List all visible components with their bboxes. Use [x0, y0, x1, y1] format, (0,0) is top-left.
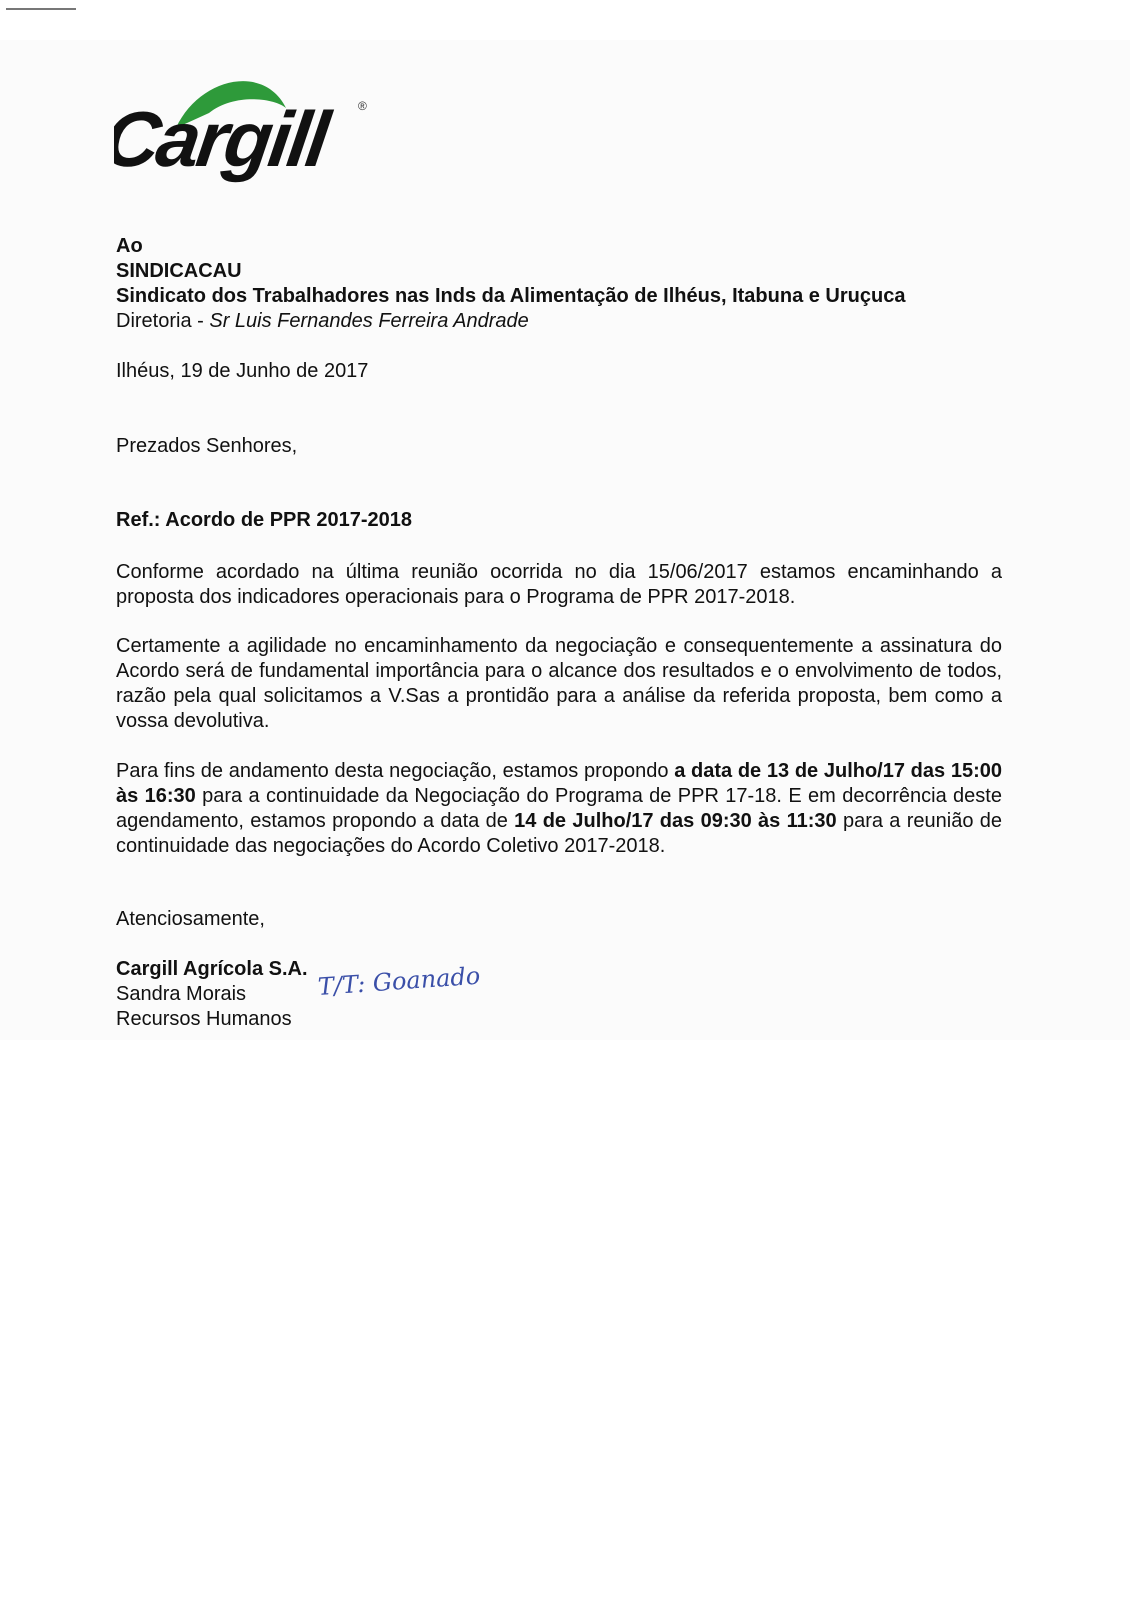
date-line: Ilhéus, 19 de Junho de 2017: [116, 360, 369, 382]
svg-text:Cargill: Cargill: [114, 95, 332, 183]
recipient-to: Ao: [116, 235, 143, 257]
paragraph-3: [116, 759, 1002, 859]
p3-date-1: a data de 13 de Julho/17 das 15:00 às 16:30: [116, 760, 1002, 807]
recipient-org: SINDICACAU: [116, 260, 242, 282]
scan-mark: [6, 8, 76, 10]
p3-text-3: para a reunião de continuidade das negociações do Acordo Coletivo 2017-2018.: [116, 810, 1003, 857]
p3-text-2: para a continuidade da Negociação do Programa de PPR 17-18. E em decorrência deste agendamento, estamos propondo a data de: [116, 785, 1002, 832]
scanned-page-area: [0, 40, 1130, 1040]
paragraph-1: Conforme acordado na última reunião ocorrida no dia 15/06/2017 estamos encaminhando a proposta dos indicadores operacionais para o Programa de PPR 2017-2018.: [116, 561, 1002, 608]
p3-date-2: 14 de Julho/17 das 09:30 às 11:30: [514, 810, 837, 832]
cargill-logo: [114, 68, 374, 188]
reference-line: Ref.: Acordo de PPR 2017-2018: [116, 509, 413, 531]
closing: Atenciosamente,: [116, 908, 265, 930]
svg-text:®: ®: [358, 99, 367, 113]
signer-name: Sandra Morais: [116, 983, 247, 1005]
p3-text-1: Para fins de andamento desta negociação, estamos propondo: [116, 760, 675, 782]
recipient-org-full: Sindicato dos Trabalhadores nas Inds da Alimentação de Ilhéus, Itabuna e Uruçuca: [116, 285, 906, 307]
recipient-person: Sr Luis Fernandes Ferreira Andrade: [209, 310, 529, 332]
recipient-dept: Diretoria -: [116, 310, 210, 332]
handwritten-note: T/T: Goanado: [317, 961, 482, 1001]
signer-dept: Recursos Humanos: [116, 1008, 292, 1030]
recipient-attn: [116, 309, 1002, 334]
paragraph-2: Certamente a agilidade no encaminhamento da negociação e consequentemente a assinatura do Acordo será de fundamental importância para o alcance dos resultados e o envolvimento de todos, razão pela qual solicitamos a V.Sas a prontidão para a análise da referida proposta, bem como a vossa devolutiva.: [116, 635, 1002, 732]
recipient-block: [116, 234, 1002, 334]
signer-company: Cargill Agrícola S.A.: [116, 958, 308, 980]
greeting: Prezados Senhores,: [116, 435, 298, 457]
signature-block: [116, 957, 1002, 1032]
